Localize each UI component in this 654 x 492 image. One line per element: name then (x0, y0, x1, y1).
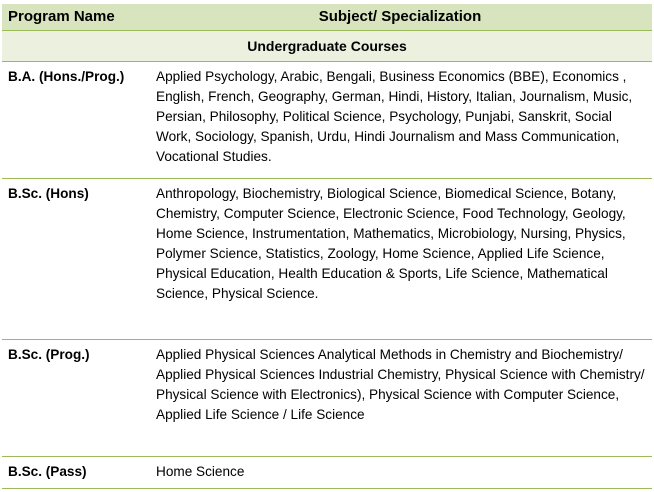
subjects-cell: Applied Physical Sciences Analytical Methods in Chemistry and Biochemistry/ Applied Physical Sciences Industrial Chemistry, Physical Science with Chemistry/ Physical Science with Electronics), Physical Science with Computer Science, Applied Life Science / Life Science (148, 340, 652, 457)
program-name-cell: B.Sc. (Prog.) (2, 340, 148, 457)
table-row (2, 340, 652, 457)
table-header-row (2, 4, 652, 31)
subjects-cell: Home Science (148, 457, 652, 489)
table-row (2, 457, 652, 489)
subjects-cell: Anthropology, Biochemistry, Biological Science, Biomedical Science, Botany, Chemistry, Computer Science, Electronic Science, Food Technology, Geology, Home Science, Instrumentation, Mathematics, Microbiology, Nursing, Physics, Polymer Science, Statistics, Zoology, Home Science, Applied Life Science, Physical Education, Health Education & Sports, Life Science, Mathematical Science, Physical Science. (148, 179, 652, 340)
section-row (2, 31, 652, 62)
table-row (2, 62, 652, 179)
program-name-cell: B.Sc. (Hons) (2, 179, 148, 340)
program-name-header: Program Name (2, 4, 148, 31)
courses-table (2, 4, 652, 489)
table-row (2, 179, 652, 340)
subjects-cell: Applied Psychology, Arabic, Bengali, Business Economics (BBE), Economics , English, French, Geography, German, Hindi, History, Italian, Journalism, Music, Persian, Philosophy, Political Science, Psychology, Punjabi, Sanskrit, Social Work, Sociology, Spanish, Urdu, Hindi Journalism and Mass Communication, Vocational Studies. (148, 62, 652, 179)
program-name-cell: B.A. (Hons./Prog.) (2, 62, 148, 179)
program-name-cell: B.Sc. (Pass) (2, 457, 148, 489)
subject-specialization-header: Subject/ Specialization (148, 4, 652, 31)
section-title: Undergraduate Courses (2, 31, 652, 62)
